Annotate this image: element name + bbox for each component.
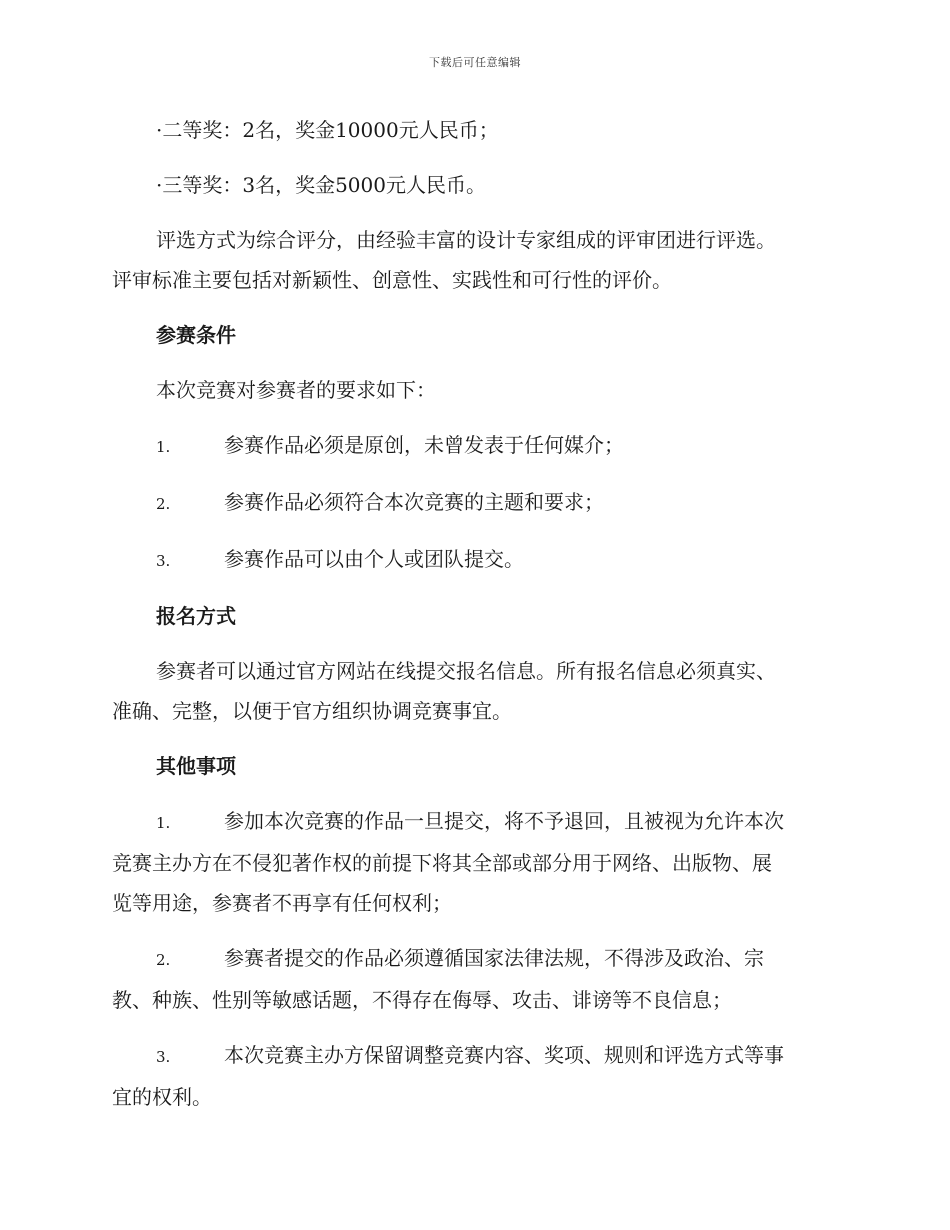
item-text: 本次竞赛主办方保留调整竞赛内容、奖项、规则和评选方式等事 [224, 1043, 784, 1067]
item-text: 宜的权利。 [112, 1085, 212, 1109]
registration-paragraph [112, 651, 838, 731]
evaluation-paragraph [112, 220, 838, 300]
prize-third: ·三等奖：3名，奖金5000元人民币。 [156, 173, 486, 197]
item-text: 竞赛主办方在不侵犯著作权的前提下将其全部或部分用于网络、出版物、展 [112, 851, 772, 875]
evaluation-line: 评选方式为综合评分，由经验丰富的设计专家组成的评审团进行评选。 [156, 228, 776, 252]
section-heading-other: 其他事项 [156, 754, 236, 778]
registration-line: 准确、完整，以便于官方组织协调竞赛事宜。 [112, 699, 512, 723]
item-text: 览等用途，参赛者不再享有任何权利； [112, 891, 452, 915]
condition-item [112, 482, 838, 524]
other-item [112, 938, 838, 1020]
item-number: 3. [156, 1048, 171, 1066]
item-number: 2. [156, 951, 171, 969]
item-number: 1. [156, 814, 171, 832]
other-item [112, 1035, 838, 1117]
item-text: 参加本次竞赛的作品一旦提交，将不予退回，且被视为允许本次 [224, 809, 784, 833]
item-number: 3. [156, 552, 171, 570]
item-text: 参赛者提交的作品必须遵循国家法律法规，不得涉及政治、宗 [224, 946, 764, 970]
item-text: 参赛作品必须符合本次竞赛的主题和要求； [224, 490, 604, 514]
item-text: 参赛作品必须是原创，未曾发表于任何媒介； [224, 433, 624, 457]
prize-second: ·二等奖：2名，奖金10000元人民币； [156, 118, 499, 142]
item-number: 2. [156, 495, 171, 513]
item-number: 1. [156, 438, 171, 456]
section-heading-conditions: 参赛条件 [156, 323, 236, 347]
page-header: 下载后可任意编辑 [429, 56, 521, 69]
document-body [112, 110, 838, 1132]
section-heading-registration: 报名方式 [156, 604, 236, 628]
item-text: 教、种族、性别等敏感话题，不得存在侮辱、攻击、诽谤等不良信息； [112, 988, 732, 1012]
conditions-intro: 本次竞赛对参赛者的要求如下： [156, 378, 436, 402]
item-text: 参赛作品可以由个人或团队提交。 [224, 547, 524, 571]
registration-line: 参赛者可以通过官方网站在线提交报名信息。所有报名信息必须真实、 [156, 659, 776, 683]
other-item [112, 801, 838, 923]
evaluation-line: 评审标准主要包括对新颖性、创意性、实践性和可行性的评价。 [112, 268, 672, 292]
condition-item [112, 425, 838, 467]
condition-item [112, 539, 838, 581]
